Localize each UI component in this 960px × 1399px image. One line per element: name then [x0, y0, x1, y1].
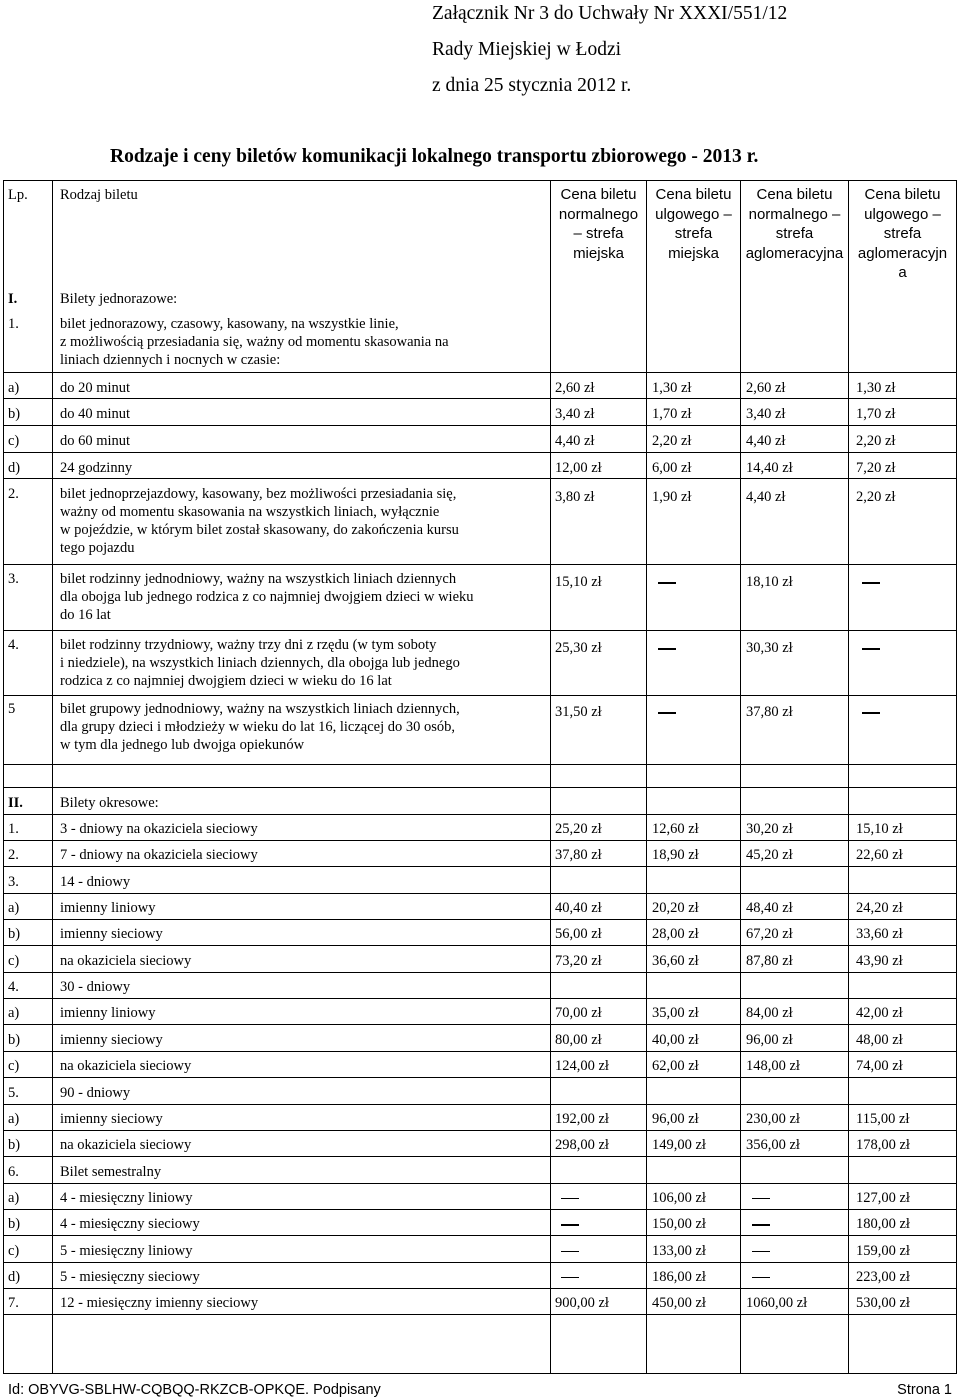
price-cell-empty [856, 639, 857, 657]
row-description: dla obojga lub jednego rodzica z co najmniej dwojgiem dzieci w wieku [60, 589, 474, 605]
price-cell: 18,90 zł [652, 847, 699, 864]
price-cell: 96,00 zł [746, 1031, 793, 1048]
row-border [3, 1235, 957, 1236]
price-cell: 48,40 zł [746, 900, 793, 917]
price-cell: 12,60 zł [652, 821, 699, 837]
row-description: tego pojazdu [60, 540, 135, 556]
price-cell: 133,00 zł [652, 1242, 706, 1259]
price-cell: 33,60 zł [856, 926, 903, 943]
row-border [3, 972, 957, 973]
row-border [3, 840, 957, 841]
row-description: bilet rodzinny jednodniowy, ważny na wszystkich liniach dziennych [60, 571, 457, 587]
row-label: na okaziciela sieciowy [60, 952, 192, 969]
price-cell: 1,30 zł [856, 380, 896, 396]
row-description: 24 godzinny [60, 460, 133, 476]
price-dash [561, 1277, 579, 1279]
price-cell: 150,00 zł [652, 1216, 706, 1233]
header-price-column-line: aglomeracyjna [745, 244, 844, 262]
row-lp: a) [8, 1110, 20, 1127]
price-cell: 67,20 zł [746, 926, 793, 943]
row-border [3, 1104, 957, 1105]
price-cell: 6,00 zł [652, 460, 692, 476]
price-cell-empty [746, 1268, 747, 1286]
row-lp: 4. [8, 637, 19, 653]
row-label: 90 - dniowy [60, 1084, 131, 1101]
page-title: Rodzaje i ceny biletów komunikacji lokalnego transportu zbiorowego - 2013 r. [110, 146, 759, 167]
header-price-column-line: miejska [573, 244, 624, 262]
row-label: 4 - miesięczny sieciowy [60, 1216, 200, 1233]
price-cell: 37,80 zł [555, 847, 602, 864]
row-lp: c) [8, 1058, 20, 1075]
row-border [3, 1130, 957, 1131]
row-label: imienny sieciowy [60, 1110, 163, 1127]
price-dash [862, 582, 880, 584]
price-dash [561, 1224, 579, 1226]
price-cell: 3,40 zł [746, 406, 786, 422]
price-cell: 1,90 zł [652, 489, 692, 505]
price-cell-empty [652, 703, 653, 721]
row-border [3, 787, 957, 788]
table-border-top [3, 180, 957, 181]
price-cell: 30,30 zł [746, 640, 793, 656]
price-cell: 74,00 zł [856, 1058, 903, 1075]
header-line-2: Rady Miejskiej w Łodzi [432, 39, 622, 60]
price-cell: 1,30 zł [652, 380, 692, 396]
row-border [3, 893, 957, 894]
row-border [3, 1077, 957, 1078]
price-cell: 115,00 zł [856, 1110, 910, 1127]
row-lp: a) [8, 900, 20, 917]
row-lp: a) [8, 380, 20, 396]
price-cell-empty [746, 1189, 747, 1207]
price-cell: 4,40 zł [746, 433, 786, 449]
price-dash [658, 582, 676, 584]
row-label: 14 - dniowy [60, 873, 131, 890]
price-cell: 2,60 zł [746, 380, 786, 396]
price-cell: 2,20 zł [856, 433, 896, 449]
row-border [3, 814, 957, 815]
row-description: w pojeździe, w którym bilet został skasowany, do zakończenia kursu [60, 522, 459, 538]
price-cell: 40,40 zł [555, 900, 602, 917]
section-number: I. [8, 291, 18, 307]
header-price-column-line: Cena biletu [864, 186, 941, 203]
row-border [3, 1156, 957, 1157]
price-cell: 1,70 zł [856, 406, 896, 422]
row-border [3, 1051, 957, 1052]
price-cell-empty [555, 1242, 556, 1260]
column-divider-lp [52, 180, 53, 1373]
row-lp: 5 [8, 701, 16, 717]
row-border [3, 398, 957, 399]
price-dash [752, 1251, 770, 1253]
table-border-left [3, 180, 4, 1373]
row-lp: b) [8, 406, 21, 422]
row-description: w tym dla jednego lub dwojga opiekunów [60, 737, 305, 753]
price-cell: 84,00 zł [746, 1005, 793, 1022]
row-border [3, 695, 957, 696]
section-number: II. [8, 795, 23, 811]
price-cell: 22,60 zł [856, 847, 903, 864]
row-description: bilet jednorazowy, czasowy, kasowany, na wszystkie linie, [60, 316, 399, 332]
price-cell: 37,80 zł [746, 704, 793, 720]
price-cell: 96,00 zł [652, 1110, 699, 1127]
row-border [3, 1183, 957, 1184]
row-border [3, 998, 957, 999]
price-cell: 40,00 zł [652, 1031, 699, 1048]
row-lp: d) [8, 1268, 21, 1285]
price-dash [752, 1224, 770, 1226]
row-description: do 16 lat [60, 607, 111, 623]
row-label: 7 - dniowy na okaziciela sieciowy [60, 847, 258, 864]
section-label: Bilety jednorazowe: [60, 291, 178, 307]
row-lp: a) [8, 1189, 20, 1206]
price-cell: 70,00 zł [555, 1005, 602, 1022]
price-dash [862, 648, 880, 650]
section-label: Bilety okresowe: [60, 795, 159, 811]
price-cell: 30,20 zł [746, 821, 793, 837]
row-description: ważny od momentu skasowania na wszystkich liniach, wyłącznie [60, 504, 440, 520]
row-description: i niedziele), na wszystkich liniach dziennych, dla obojga lub jednego [60, 655, 460, 671]
header-lp: Lp. [8, 187, 28, 203]
price-cell: 2,20 zł [652, 433, 692, 449]
price-cell-empty [555, 1189, 556, 1207]
price-cell: 20,20 zł [652, 900, 699, 917]
row-description: do 20 minut [60, 380, 131, 396]
price-dash [561, 1251, 579, 1253]
row-label: imienny sieciowy [60, 1031, 163, 1048]
header-price-column-line: normalnego – [748, 205, 841, 223]
price-cell: 12,00 zł [555, 460, 602, 476]
price-cell: 3,40 zł [555, 406, 595, 422]
price-cell-empty [856, 573, 857, 591]
row-label: imienny liniowy [60, 1005, 156, 1022]
price-cell: 4,40 zł [555, 433, 595, 449]
header-price-column-line: strefa [775, 225, 814, 242]
footer-page-number: Strona 1 [897, 1382, 952, 1398]
header-price-column-line: strefa [674, 225, 713, 242]
price-cell: 2,20 zł [856, 489, 896, 505]
row-border [3, 1262, 957, 1263]
header-line-1: Załącznik Nr 3 do Uchwały Nr XXXI/551/12 [432, 3, 788, 24]
header-line-3: z dnia 25 stycznia 2012 r. [432, 75, 632, 96]
row-label: imienny liniowy [60, 900, 156, 917]
footer-document-id: Id: OBYVG-SBLHW-CQBQQ-RKZCB-OPKQE. Podpisany [8, 1382, 381, 1398]
row-lp: c) [8, 1242, 20, 1259]
price-cell-empty [555, 1215, 556, 1233]
price-cell: 127,00 zł [856, 1189, 910, 1206]
row-description: rodzica z co najmniej dwojgiem dzieci w wieku do 16 lat [60, 673, 392, 689]
price-dash [752, 1277, 770, 1279]
row-border [3, 630, 957, 631]
row-label: 5 - miesięczny liniowy [60, 1242, 193, 1259]
price-cell: 4,40 zł [746, 489, 786, 505]
row-label: 30 - dniowy [60, 979, 131, 996]
price-cell: 73,20 zł [555, 952, 602, 969]
price-cell: 31,50 zł [555, 704, 602, 720]
price-cell: 35,00 zł [652, 1005, 699, 1022]
table-border-right [956, 180, 957, 1373]
price-cell: 180,00 zł [856, 1216, 910, 1233]
row-lp: b) [8, 1216, 21, 1233]
table-border-bottom [3, 1373, 957, 1374]
price-cell: 15,10 zł [555, 574, 602, 590]
price-cell: 15,10 zł [856, 821, 903, 837]
row-lp: c) [8, 433, 20, 449]
row-border [3, 372, 957, 373]
row-border [3, 866, 957, 867]
header-price-column-line: Cena biletu [756, 186, 833, 203]
price-cell: 2,60 zł [555, 380, 595, 396]
header-price-column-line: ulgowego – [864, 205, 941, 223]
price-cell-empty [746, 1215, 747, 1233]
row-border [3, 452, 957, 453]
row-label: 4 - miesięczny liniowy [60, 1189, 193, 1206]
row-border [3, 478, 957, 479]
price-cell: 298,00 zł [555, 1137, 609, 1154]
row-lp: 7. [8, 1295, 19, 1312]
price-cell-empty [652, 639, 653, 657]
row-border [3, 919, 957, 920]
row-label: 3 - dniowy na okaziciela sieciowy [60, 821, 258, 837]
row-lp: 5. [8, 1084, 19, 1101]
price-cell: 48,00 zł [856, 1031, 903, 1048]
row-lp: a) [8, 1005, 20, 1022]
header-price-column-line: Cena biletu [655, 186, 732, 203]
price-cell: 178,00 zł [856, 1137, 910, 1154]
header-price-column-line: a [898, 264, 907, 281]
price-dash [561, 1198, 579, 1200]
row-description: bilet jednoprzejazdowy, kasowany, bez możliwości przesiadania się, [60, 486, 457, 502]
header-rodzaj: Rodzaj biletu [60, 187, 138, 203]
price-cell: 192,00 zł [555, 1110, 609, 1127]
price-cell: 28,00 zł [652, 926, 699, 943]
price-cell: 230,00 zł [746, 1110, 800, 1127]
column-divider [550, 180, 551, 1373]
row-description: dla grupy dzieci i młodzieży w wieku do lat 16, liczącej do 30 osób, [60, 719, 456, 735]
row-label: imienny sieciowy [60, 926, 163, 943]
column-divider [646, 180, 647, 1373]
row-border [3, 1024, 957, 1025]
price-cell: 62,00 zł [652, 1058, 699, 1075]
price-cell-empty [652, 573, 653, 591]
row-label: 12 - miesięczny imienny sieciowy [60, 1295, 259, 1312]
row-lp: 6. [8, 1163, 19, 1180]
row-lp: 3. [8, 571, 19, 587]
price-dash [752, 1198, 770, 1200]
price-dash [862, 712, 880, 714]
price-cell: 3,80 zł [555, 489, 595, 505]
price-cell: 87,80 zł [746, 952, 793, 969]
row-border [3, 945, 957, 946]
header-price-column-line: ulgowego – [655, 205, 732, 223]
row-description: bilet grupowy jednodniowy, ważny na wszystkich liniach dziennych, [60, 701, 460, 717]
header-price-column-line: strefa [883, 225, 922, 242]
price-cell: 900,00 zł [555, 1295, 609, 1312]
price-cell: 36,60 zł [652, 952, 699, 969]
price-cell: 56,00 zł [555, 926, 602, 943]
price-cell: 25,30 zł [555, 640, 602, 656]
price-cell: 14,40 zł [746, 460, 793, 476]
price-cell: 148,00 zł [746, 1058, 800, 1075]
row-lp: b) [8, 1031, 21, 1048]
column-divider [740, 180, 741, 1373]
row-border [3, 764, 957, 765]
price-cell: 106,00 zł [652, 1189, 706, 1206]
row-lp: b) [8, 926, 21, 943]
price-cell: 43,90 zł [856, 952, 903, 969]
row-lp: d) [8, 460, 21, 476]
row-border [3, 1209, 957, 1210]
price-cell: 530,00 zł [856, 1295, 910, 1312]
row-label: 5 - miesięczny sieciowy [60, 1268, 200, 1285]
price-cell: 25,20 zł [555, 821, 602, 837]
row-lp: c) [8, 952, 20, 969]
price-cell: 124,00 zł [555, 1058, 609, 1075]
price-cell: 149,00 zł [652, 1137, 706, 1154]
price-cell: 159,00 zł [856, 1242, 910, 1259]
header-price-column-line: normalnego [558, 205, 639, 223]
price-dash [658, 712, 676, 714]
row-lp: 3. [8, 873, 19, 890]
row-lp: 1. [8, 316, 19, 332]
price-cell: 18,10 zł [746, 574, 793, 590]
row-lp: 2. [8, 847, 19, 864]
row-border [3, 564, 957, 565]
column-divider [848, 180, 849, 1373]
row-description: do 40 minut [60, 406, 131, 422]
row-border [3, 1288, 957, 1289]
price-cell: 24,20 zł [856, 900, 903, 917]
price-cell: 186,00 zł [652, 1268, 706, 1285]
row-lp: 1. [8, 821, 19, 837]
row-description: liniach dziennych i nocnych w czasie: [60, 352, 281, 368]
row-lp: 4. [8, 979, 19, 996]
header-price-column-line: Cena biletu [560, 186, 637, 203]
row-label: na okaziciela sieciowy [60, 1137, 192, 1154]
price-cell-empty [856, 703, 857, 721]
row-description: do 60 minut [60, 433, 131, 449]
price-cell: 45,20 zł [746, 847, 793, 864]
header-price-column-line: miejska [668, 244, 719, 262]
price-cell: 1060,00 zł [746, 1295, 808, 1312]
row-lp: 2. [8, 486, 19, 502]
price-cell: 7,20 zł [856, 460, 896, 476]
price-cell: 42,00 zł [856, 1005, 903, 1022]
row-border [3, 1314, 957, 1315]
row-label: na okaziciela sieciowy [60, 1058, 192, 1075]
price-cell: 356,00 zł [746, 1137, 800, 1154]
price-cell-empty [555, 1268, 556, 1286]
row-lp: b) [8, 1137, 21, 1154]
price-cell: 1,70 zł [652, 406, 692, 422]
price-cell: 223,00 zł [856, 1268, 910, 1285]
price-cell: 450,00 zł [652, 1295, 706, 1312]
row-label: Bilet semestralny [60, 1163, 162, 1180]
price-cell: 80,00 zł [555, 1031, 602, 1048]
header-price-column-line: aglomeracyjn [857, 244, 948, 262]
header-price-column-line: – strefa [573, 225, 624, 242]
price-dash [658, 648, 676, 650]
price-cell-empty [746, 1242, 747, 1260]
row-description: bilet rodzinny trzydniowy, ważny trzy dni z rzędu (w tym soboty [60, 637, 437, 653]
row-border [3, 425, 957, 426]
row-description: z możliwością przesiadania się, ważny od momentu skasowania na [60, 334, 449, 350]
